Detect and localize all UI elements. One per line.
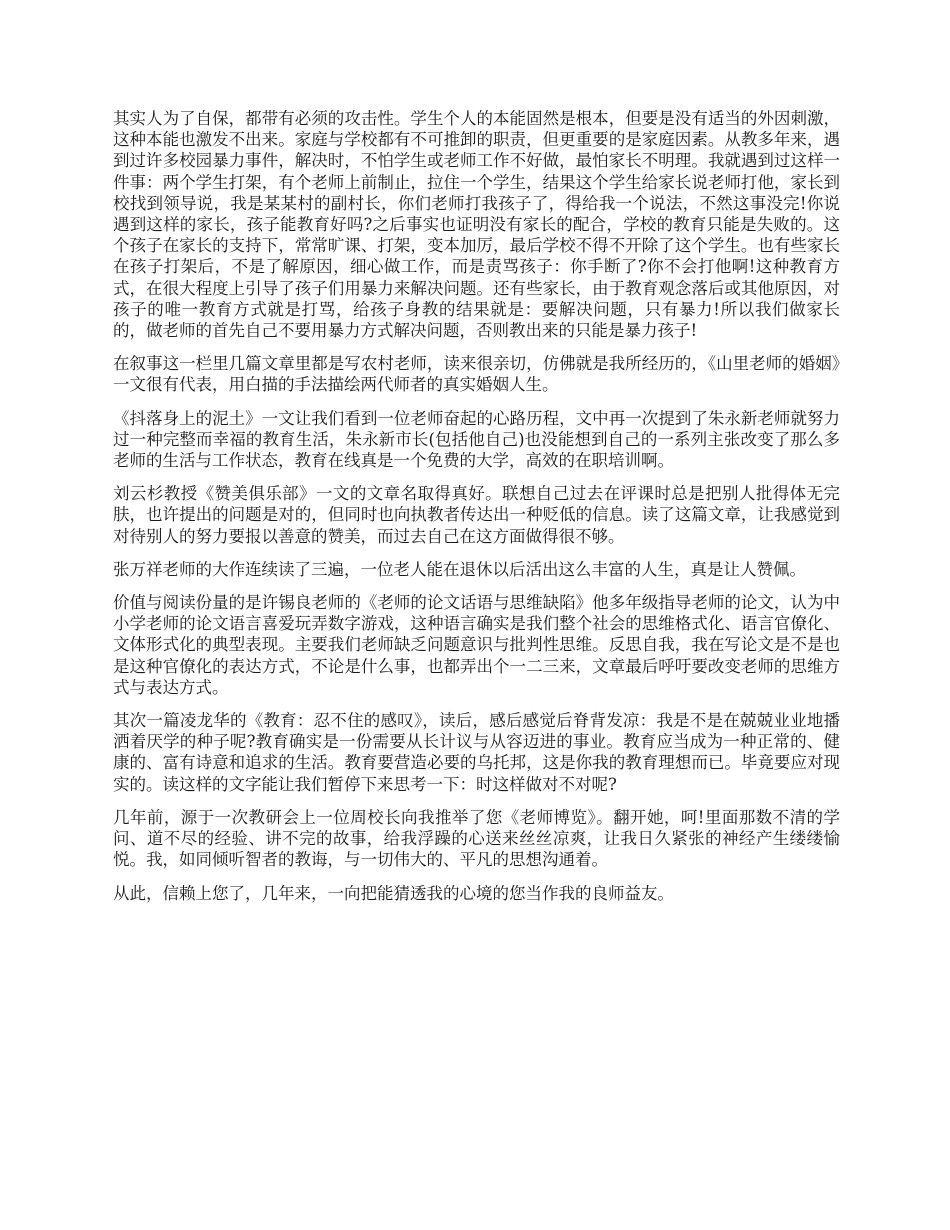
paragraph-3: 《抖落身上的泥土》一文让我们看到一位老师奋起的心路历程，文中再一次提到了朱永新老师就努力过一种完整而幸福的教育生活，朱永新市长(包括他自己)也没能想到自己的一系列主张改变了那么多老师的生活与工作状态，教育在线真是一个免费的大学，高效的在职培训啊。 [113, 408, 840, 471]
paragraph-8: 几年前，源于一次教研会上一位周校长向我推举了您《老师博览》。翻开她，呵!里面那数不清的学问、道不尽的经验、讲不完的故事，给我浮躁的心送来丝丝凉爽，让我日久紧张的神经产生缕缕愉悦。我，如同倾听智者的教诲，与一切伟大的、平凡的思想沟通着。 [113, 807, 840, 870]
paragraph-2: 在叙事这一栏里几篇文章里都是写农村老师，读来很亲切，仿佛就是我所经历的，《山里老师的婚姻》一文很有代表，用白描的手法描绘两代师者的真实婚姻人生。 [113, 354, 840, 395]
paragraph-6: 价值与阅读份量的是许锡良老师的《老师的论文话语与思维缺陷》他多年级指导老师的论文，认为中小学老师的论文语言喜爱玩弄数字游戏，这种语言确实是我们整个社会的思维格式化、语言官僚化、文体形式化的典型表现。主要我们老师缺乏问题意识与批判性思维。反思自我，我在写论文是不是也是这种官僚化的表达方式，不论是什么事，也都弄出个一二三来，文章最后呼吁要改变老师的思维方式与表达方式。 [113, 593, 840, 697]
paragraph-7: 其次一篇凌龙华的《教育：忍不住的感叹》，读后，感后感觉后脊背发凉：我是不是在兢兢业业地播洒着厌学的种子呢?教育确实是一份需要从长计议与从容迈进的事业。教育应当成为一种正常的、健康的、富有诗意和追求的生活。教育要营造必要的乌托邦，这是你我的教育理想而已。毕竟要应对现实的。读这样的文字能让我们暂停下来思考一下：时这样做对不对呢? [113, 711, 840, 794]
paragraph-1: 其实人为了自保，都带有必须的攻击性。学生个人的本能固然是根本，但要是没有适当的外因刺激，这种本能也激发不出来。家庭与学校都有不可推卸的职责，但更重要的是家庭因素。从教多年来，遇到过许多校园暴力事件，解决时，不怕学生或老师工作不好做，最怕家长不明理。我就遇到过这样一件事：两个学生打架，有个老师上前制止，拉住一个学生，结果这个学生给家长说老师打他，家长到校找到领导说，我是某某村的副村长，你们老师打我孩子了，得给我一个说法，不然这事没完!你说遇到这样的家长，孩子能教育好吗?之后事实也证明没有家长的配合，学校的教育只能是失败的。这个孩子在家长的支持下，常常旷课、打架，变本加厉，最后学校不得不开除了这个学生。也有些家长在孩子打架后，不是了解原因，细心做工作，而是责骂孩子：你手断了?你不会打他啊!这种教育方式，在很大程度上引导了孩子们用暴力来解决问题。还有些家长，由于教育观念落后或其他原因，对孩子的唯一教育方式就是打骂，给孩子身教的结果就是：要解决问题，只有暴力!所以我们做家长的，做老师的首先自己不要用暴力方式解决问题，否则教出来的只能是暴力孩子! [113, 109, 840, 341]
paragraph-9: 从此，信赖上您了，几年来，一向把能猜透我的心境的您当作我的良师益友。 [113, 883, 674, 903]
document-body [113, 108, 840, 916]
paragraph-4: 刘云杉教授《赞美俱乐部》一文的文章名取得真好。联想自己过去在评课时总是把别人批得体无完肤，也许提出的问题是对的，但同时也向执教者传达出一种贬低的信息。读了这篇文章，让我感觉到对待别人的努力要报以善意的赞美，而过去自己在这方面做得很不够。 [113, 484, 840, 546]
paragraph-5: 张万祥老师的大作连续读了三遍，一位老人能在退休以后活出这么丰富的人生，真是让人赞佩。 [113, 559, 806, 579]
